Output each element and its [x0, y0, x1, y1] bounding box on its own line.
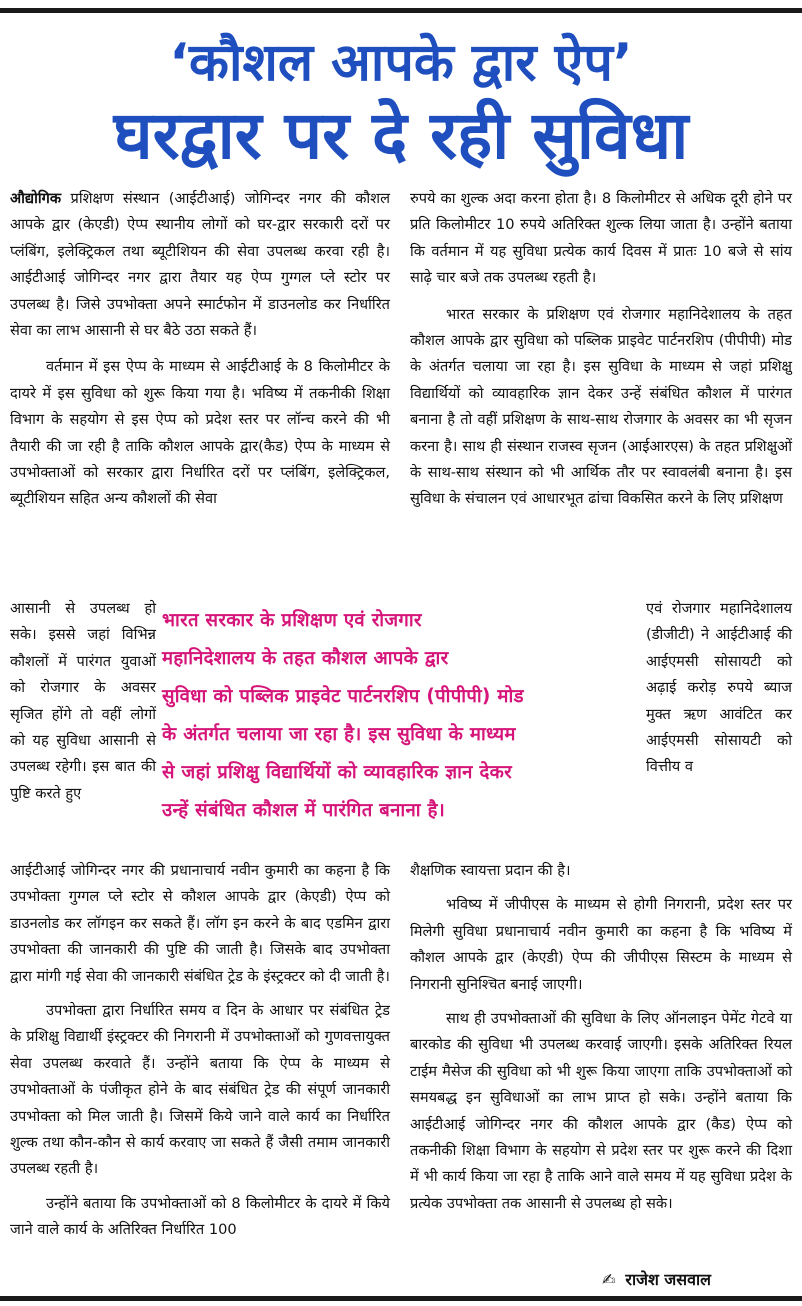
lead-word: औद्योगिक	[10, 190, 62, 207]
paragraph-text: प्रशिक्षण संस्थान (आईटीआई) जोगिन्दर नगर की कौशल आपके द्वार (केएडी) ऐप्प स्थानीय लोगों को घर-द्वार सरकारी दरों पर प्लंबिंग, इलेक्ट्रिकल तथा ब्यूटीशियन की सेवा उपलब्ध करवा रही है। आईटीआई जोगिन्दर नगर द्वारा तैयार यह ऐप्प गुग्गल प्ले स्टोर पर उपलब्ध है। जिसे उपभोक्ता अपने स्मार्टफोन में डाउनलोड कर निर्धारित सेवा का लाभ आसानी से घर बैठे उठा सकते हैं।	[10, 190, 390, 340]
pull-quote-line: महानिदेशालय के तहत कौशल आपके द्वार	[162, 648, 449, 669]
paragraph: रुपये का शुल्क अदा करना होता है। 8 किलोमीटर से अधिक दूरी होने पर प्रति किलोमीटर 10 रुपये अतिरिक्त शुल्क लिया जाता है। उन्होंने बताया कि वर्तमान में यह सुविधा प्रत्येक कार्य दिवस में प्रातः 10 बजे से सांय साढ़े चार बजे तक उपलब्ध रहती है।	[410, 190, 792, 287]
paragraph: आईटीआई जोगिन्दर नगर की प्रधानाचार्य नवीन कुमारी का कहना है कि उपभोक्ता गुग्गल प्ले स्टोर से कौशल आपके द्वार (केएडी) ऐप्प को डाउनलोड कर लॉगइन कर सकते हैं। लॉग इन करने के बाद एडमिन द्वारा उपभोक्ता की जानकारी की पुष्टि की जाती है। जिसके बाद उपभोक्ता द्वारा मांगी गई सेवा की जानकारी संबंधित ट्रेड के इंस्ट्रक्टर को दी जाती है।	[10, 862, 390, 985]
bottom-rule	[0, 1296, 802, 1301]
paragraph	[10, 186, 390, 344]
pull-quote-line: भारत सरकार के प्रशिक्षण एवं रोजगार	[162, 610, 422, 631]
top-rule	[0, 8, 802, 13]
paragraph: उपभोक्ता द्वारा निर्धारित समय व दिन के आधार पर संबंधित ट्रेड के प्रशिक्षु विद्यार्थी इंस्ट्रक्टर की निगरानी में उपभोक्ताओं को गुणवत्तायुक्त सेवा उपलब्ध करवाते हैं। उन्होंने बताया कि ऐप्प के माध्यम से उपभोक्ताओं के पंजीकृत होने के बाद संबंधित ट्रेड की संपूर्ण जानकारी उपभोक्ता को मिल जाती है। जिसमें किये जाने वाले कार्य का निर्धारित शुल्क तथा कौन-कौन से कार्य करवाए जा सकते हैं जैसी तमाम जानकारी उपलब्ध रहती है।	[10, 1002, 390, 1178]
headline-line-1: ‘कौशल आपके द्वार ऐप’	[169, 33, 633, 93]
paragraph: भविष्य में जीपीएस के माध्यम से होगी निगरानी, प्रदेश स्तर पर मिलेगी सुविधा प्रधानाचार्य नवीन कुमारी का कहना है कि भविष्य में कौशल आपके द्वार (केएडी) ऐप्प की जीपीएस सिस्टम के माध्यम से निगरानी सुनिश्चित बनाई जाएगी।	[410, 896, 792, 993]
paragraph: शैक्षणिक स्वायत्ता प्रदान की है।	[410, 862, 571, 879]
right-column-bottom	[410, 858, 792, 1217]
byline	[602, 1268, 711, 1290]
left-column-narrow: आसानी से उपलब्ध हो सके। इससे जहां विभिन्न कौशलों में पारंगत युवाओं को रोजगार के अवसर सृजित होंगे तो वहीं लोगों को यह सुविधा आसानी से उपलब्ध रहेगी। इस बात की पुष्टि करते हुए	[10, 600, 156, 802]
left-column-bottom	[10, 858, 390, 1244]
author-name: राजेश जसवाल	[625, 1270, 711, 1289]
pull-quote-line: के अंतर्गत चलाया जा रहा है। इस सुविधा के माध्यम	[162, 724, 516, 745]
paragraph: साथ ही उपभोक्ताओं की सुविधा के लिए ऑनलाइन पेमेंट गेटवे या बारकोड की सुविधा भी उपलब्ध करवाई जाएगी। इसके अतिरिक्त रियल टाईम मैसेज की सुविधा को भी शुरू किया जाएगा ताकि उपभोक्ताओं को समयबद्ध इन सुविधाओं का लाभ प्राप्त हो सके। उन्होंने बताया कि आईटीआई जोगिन्दर नगर की कौशल आपके द्वार (कैड) ऐप्प को तकनीकी शिक्षा विभाग के सहयोग से प्रदेश स्तर पर शुरू करने की दिशा में भी कार्य किया जा रहा है ताकि आने वाले समय में यह सुविधा प्रदेश के प्रत्येक उपभोक्ता तक आसानी से उपलब्ध हो सके।	[410, 1010, 792, 1212]
pull-quote-line: सुविधा को पब्लिक प्राइवेट पार्टनरशिप (पीपीपी) मोड	[162, 686, 524, 707]
paragraph: वर्तमान में इस ऐप्प के माध्यम से आईटीआई के 8 किलोमीटर के दायरे में इस सुविधा को शुरू किया गया है। भविष्य में तकनीकी शिक्षा विभाग के सहयोग से इस ऐप्प को प्रदेश स्तर पर लॉन्च करने की भी तैयारी की जा रही है ताकि कौशल आपके द्वार(कैड) ऐप्प के माध्यम से उपभोक्ताओं को सरकार द्वारा निर्धारित दरों पर प्लंबिंग, इलेक्ट्रिकल, ब्यूटीशियन सहित अन्य कौशलों की सेवा	[10, 358, 390, 508]
headline-line-2: घरद्वार पर दे रही सुविधा	[113, 97, 689, 174]
pull-quote-line: से जहां प्रशिक्षु विद्यार्थियों को व्यावहारिक ज्ञान देकर	[162, 762, 512, 783]
pull-quote-line: उन्हें संबंधित कौशल में पारंगित बनाना है।	[162, 800, 446, 821]
pull-quote	[162, 602, 640, 834]
pen-icon: ✍	[602, 1270, 616, 1289]
right-column-narrow: एवं रोजगार महानिदेशालय (डीजीटी) ने आईटीआई की आईएमसी सोसायटी को अढ़ाई करोड़ रुपये ब्याज मुक्त ऋण आवंटित कर आईएमसी सोसायटी को वित्तीय व	[646, 600, 792, 776]
paragraph: उन्होंने बताया कि उपभोक्ताओं को 8 किलोमीटर के दायरे में किये जाने वाले कार्य के अतिरिक्त निर्धारित 100	[10, 1194, 390, 1239]
right-column-top	[410, 186, 792, 513]
paragraph: भारत सरकार के प्रशिक्षण एवं रोजगार महानिदेशालय के तहत कौशल आपके द्वार सुविधा को पब्लिक प्राइवेट पार्टनरशिप (पीपीपी) मोड के अंतर्गत चलाया जा रहा है। इस सुविधा के माध्यम से जहां प्रशिक्षु विद्यार्थियों को व्यावहारिक ज्ञान देकर उन्हें संबंधित कौशल में पारंगत बनाना है तो वहीं प्रशिक्षण के साथ-साथ रोजगार के अवसर का भी सृजन करना है। साथ ही संस्थान राजस्व सृजन (आईआरएस) के तहत प्रशिक्षुओं के साथ-साथ संस्थान को भी आर्थिक तौर पर स्वावलंबी बनाना है। इस सुविधा के संचालन एवं आधारभूत ढांचा विकसित करने के लिए प्रशिक्षण	[410, 305, 792, 508]
left-column-top	[10, 186, 390, 513]
